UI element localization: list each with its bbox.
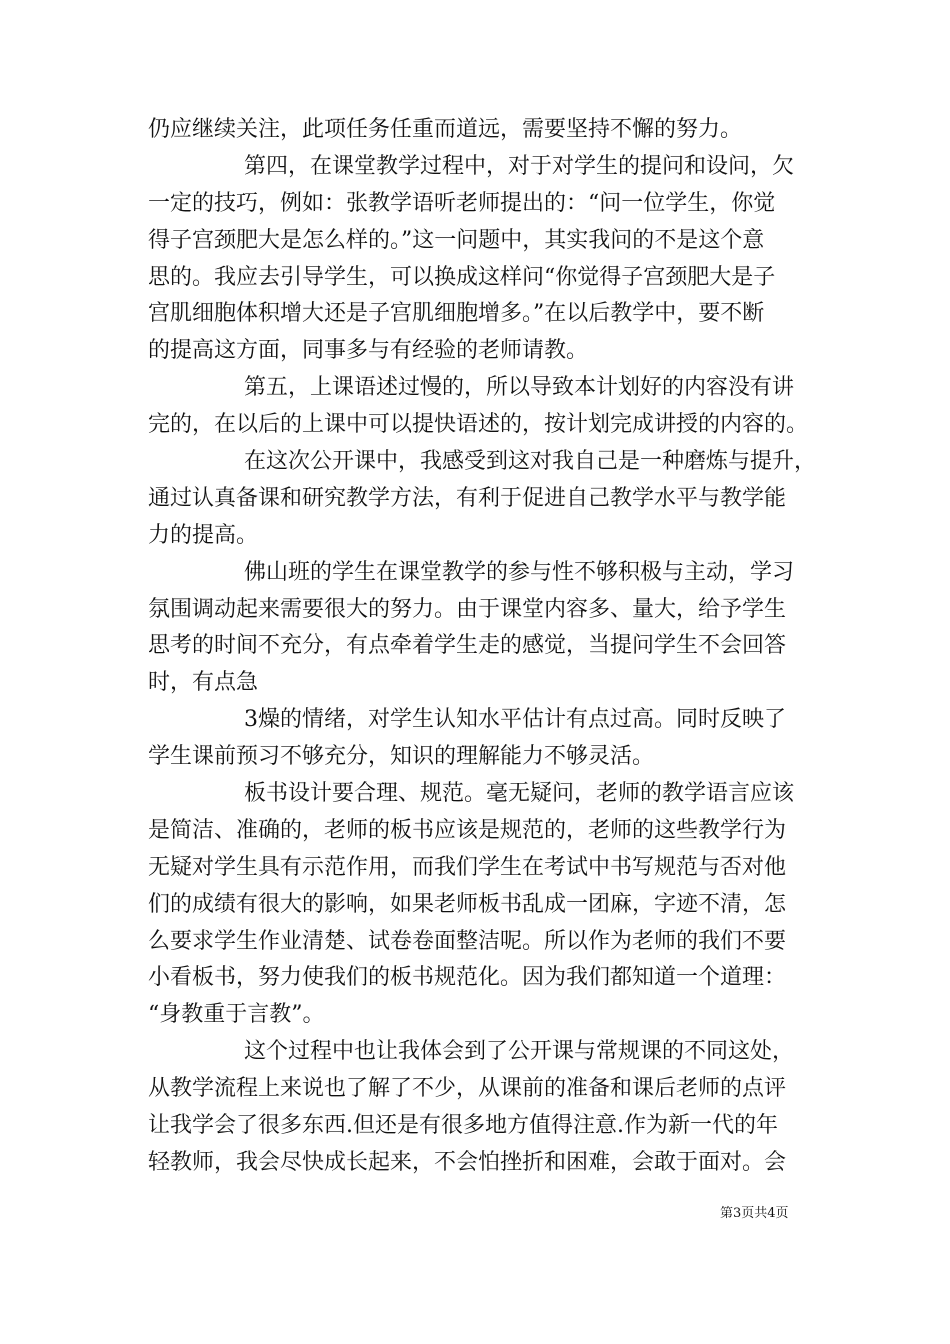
text-line: “身教重于言教”。 (148, 1002, 325, 1028)
text-line: 让我学会了很多东西.但还是有很多地方值得注意.作为新一代的年 (148, 1113, 778, 1139)
text-line: 思考的时间不充分，有点牵着学生走的感觉，当提问学生不会回答 (148, 633, 787, 659)
text-line: 仍应继续关注，此项任务任重而道远，需要坚持不懈的努力。 (148, 117, 743, 142)
text-line: 通过认真备课和研究教学方法，有利于促进自己教学水平与教学能 (148, 485, 787, 511)
text-line: 们的成绩有很大的影响，如果老师板书乱成一团麻，字迹不清，怎 (148, 891, 787, 917)
paragraph-first-line: 佛山班的学生在课堂教学的参与性不够积极与主动，学习 (244, 559, 795, 585)
page-number-footer: 第3页共4页 (720, 1206, 789, 1221)
paragraph-first-line: 第五，上课语述过慢的，所以导致本计划好的内容没有讲 (244, 375, 795, 401)
text-line: 一定的技巧，例如：张教学语听老师提出的：“问一位学生，你觉 (148, 190, 776, 216)
text-line: 么要求学生作业清楚、试卷卷面整洁呢。所以作为老师的我们不要 (148, 928, 787, 954)
paragraph-first-line: 第四，在课堂教学过程中，对于对学生的提问和设问，欠 (244, 153, 795, 179)
text-line: 从教学流程上来说也了解了不少，从课前的准备和课后老师的点评 (148, 1076, 787, 1102)
paragraph-first-line: 3燥的情绪，对学生认知水平估计有点过高。同时反映了 (244, 707, 786, 733)
text-line: 轻教师，我会尽快成长起来，不会怕挫折和困难，会敢于面对。会 (148, 1149, 787, 1175)
text-line: 思的。我应去引导学生，可以换成这样问“你觉得子宫颈肥大是子 (148, 264, 776, 290)
paragraph-first-line: 板书设计要合理、规范。毫无疑问，老师的教学语言应该 (244, 781, 795, 807)
text-line: 是简洁、准确的，老师的板书应该是规范的，老师的这些教学行为 (148, 817, 787, 843)
text-line: 力的提高。 (148, 522, 259, 548)
text-line: 小看板书，努力使我们的板书规范化。因为我们都知道一个道理： (148, 965, 787, 991)
paragraph-first-line: 在这次公开课中，我感受到这对我自己是一种磨炼与提升， (244, 449, 817, 475)
text-line: 时，有点急 (148, 670, 259, 696)
text-line: 得子宫颈肥大是怎么样的。”这一问题中，其实我问的不是这个意 (148, 227, 765, 253)
text-line: 完的，在以后的上课中可以提快语述的，按计划完成讲授的内容的。 (148, 412, 809, 438)
text-line: 学生课前预习不够充分，知识的理解能力不够灵活。 (148, 744, 655, 770)
text-line: 宫肌细胞体积增大还是子宫肌细胞增多。”在以后教学中，要不断 (148, 301, 765, 327)
text-line: 氛围调动起来需要很大的努力。由于课堂内容多、量大，给予学生 (148, 596, 787, 622)
text-line: 的提高这方面，同事多与有经验的老师请教。 (148, 338, 589, 364)
text-line: 无疑对学生具有示范作用，而我们学生在考试中书写规范与否对他 (148, 854, 787, 880)
paragraph-first-line: 这个过程中也让我体会到了公开课与常规课的不同这处， (244, 1039, 795, 1065)
body-text (148, 112, 817, 1182)
